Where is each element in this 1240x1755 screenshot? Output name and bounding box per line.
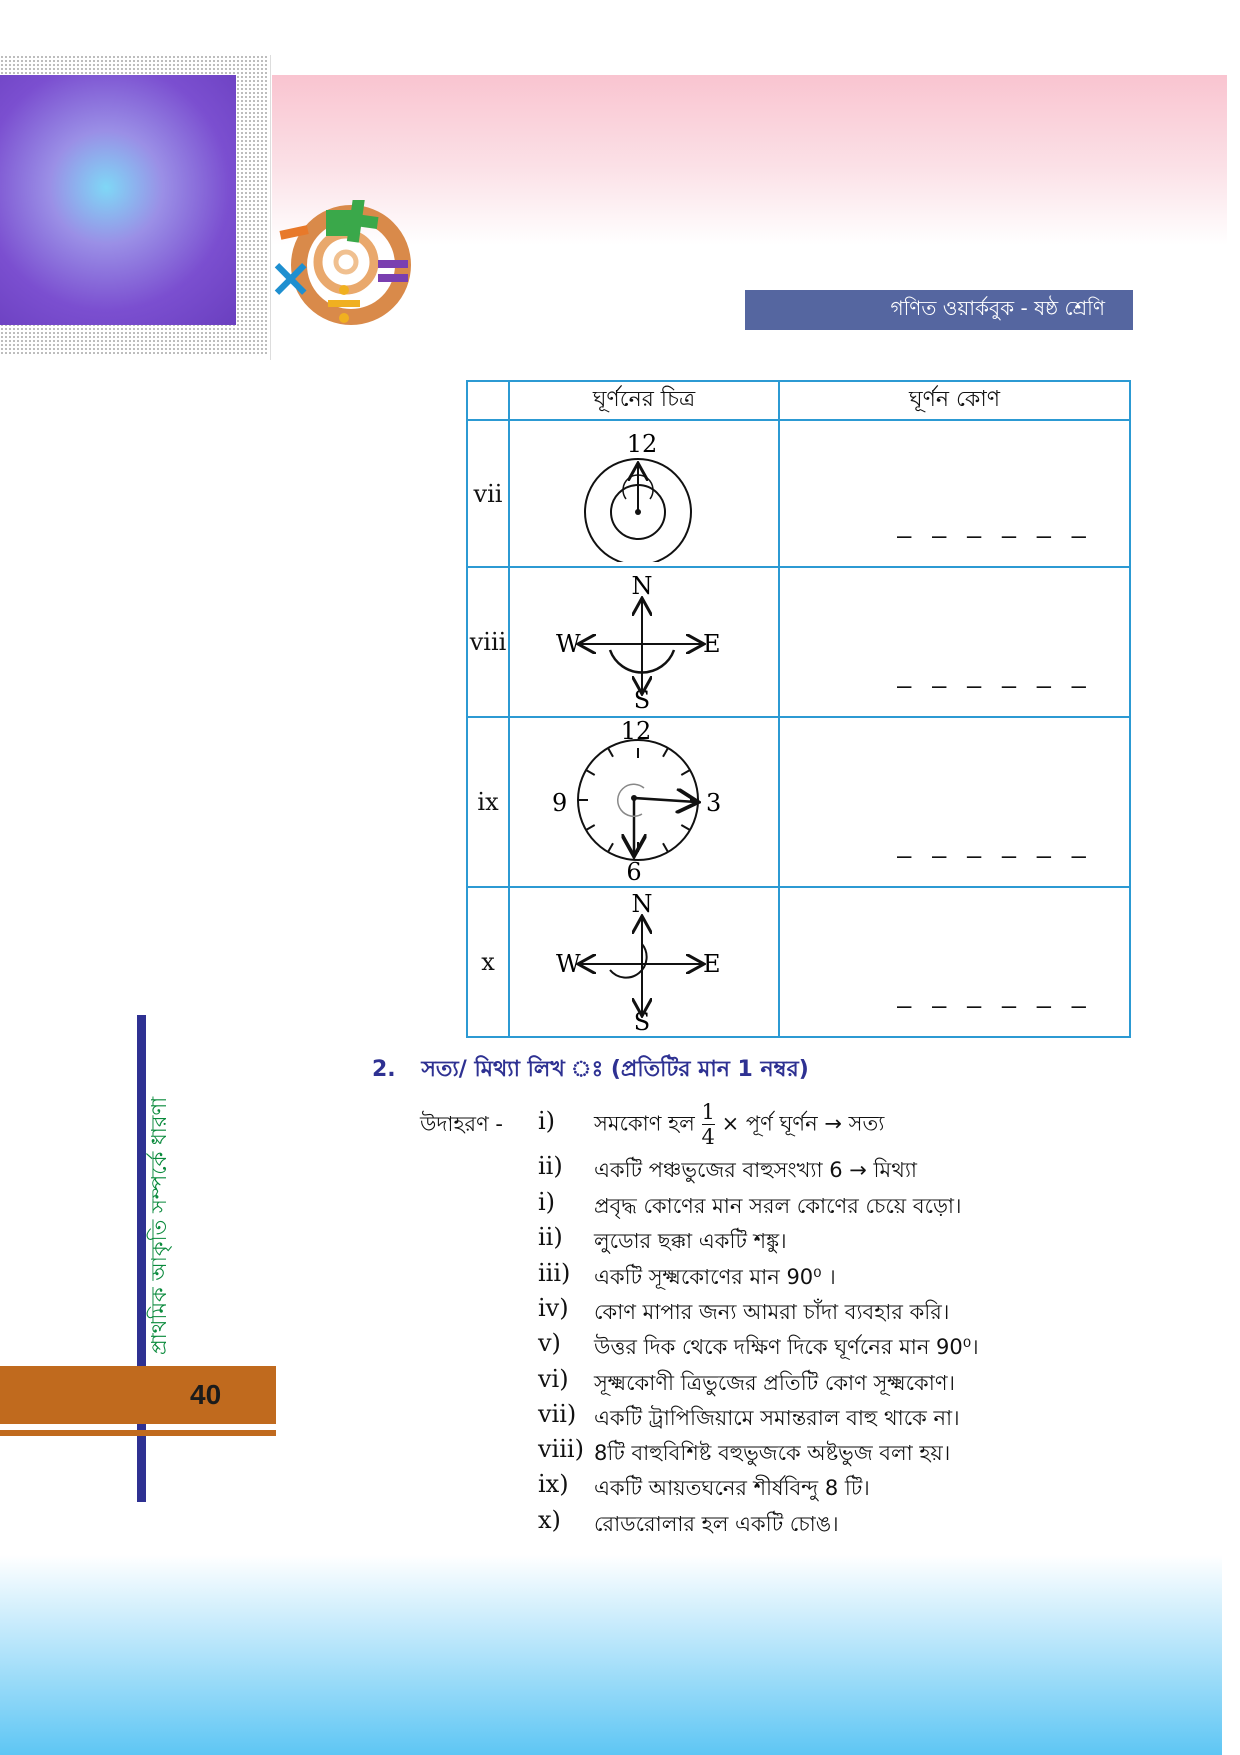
item-number: iii) [538,1258,571,1287]
clock-label-12: 12 [626,430,658,458]
compass-south-label: S [633,1008,651,1032]
compass-north-label: N [631,572,653,600]
item-text: লুডোর ছক্কা একটি শঙ্কু। [594,1229,787,1254]
item-number: ii) [538,1223,563,1252]
example-item [538,1100,1038,1150]
item-number: x) [538,1505,561,1534]
item-number: ii) [538,1152,563,1180]
math-symbols-logo-icon [266,200,416,340]
footer-blue-band [0,1555,1222,1755]
header-title-bar [745,290,1133,330]
item-text: একটি সূক্ষ্মকোণের মান 90⁰ । [594,1264,836,1289]
clock-tick [663,748,668,757]
example-text-after: × পূর্ণ ঘূর্ণন → সত্য [721,1111,885,1136]
item-text: প্রবৃদ্ধ কোণের মান সরল কোণের চেয়ে বড়ো। [594,1194,962,1218]
clock-tick [608,748,613,757]
item-number: v) [538,1329,561,1358]
list-item [538,1435,1058,1469]
item-text: একটি আয়তঘনের শীর্ষবিন্দু 8 টি। [594,1476,870,1501]
clock-number-3: 3 [706,789,722,817]
item-text: কোণ মাপার জন্য আমরা চাঁদা ব্যবহার করি। [594,1299,950,1324]
table-header-blank [467,381,509,420]
item-number: iv) [538,1293,569,1322]
compass-figure [510,568,778,712]
figure-cell [509,717,779,887]
item-number: i) [538,1188,556,1216]
fraction-denominator: 4 [701,1125,715,1149]
list-item [538,1365,1058,1399]
clock-tick [586,770,595,775]
compass-east-label: E [703,630,721,658]
list-item [538,1294,1058,1328]
question-title: সত্য/ মিথ্যা লিখ ঃ (প্রতিটির মান 1 নম্বর) [421,1057,809,1082]
clock-number-9: 9 [552,789,568,817]
table-header-figure: ঘূর্ণনের চিত্র [509,381,779,420]
figure-cell [509,887,779,1037]
item-text: একটি ট্রাপিজিয়ামে সমান্তরাল বাহু থাকে না। [594,1405,960,1430]
example-item [538,1152,1038,1186]
compass-west-label: W [556,950,581,978]
clock-number-6: 6 [626,858,642,882]
compass-west-label: W [556,630,581,658]
page-number: 40 [190,1379,222,1410]
answer-blank[interactable]: — — — — — — [897,672,1089,700]
row-label: x [467,887,509,1037]
clock-circle-figure [510,421,778,562]
compass-south-label: S [633,686,651,712]
list-item [538,1188,1058,1222]
table-row [467,420,1130,567]
list-item [538,1470,1058,1504]
answer-cell [779,420,1130,567]
answer-cell [779,717,1130,887]
item-text: সূক্ষ্মকোণী ত্রিভুজের প্রতিটি কোণ সূক্ষ্মকোণ। [594,1370,956,1395]
workbook-title: গণিত ওয়ার্কবুক - ষষ্ঠ শ্রেণি [890,295,1105,320]
item-number: vi) [538,1364,569,1393]
answer-blank[interactable]: — — — — — — [897,842,1089,870]
table-row [467,567,1130,717]
question-number: 2. [372,1057,396,1082]
item-number: viii) [538,1435,584,1464]
item-text: 8টি বাহুবিশিষ্ট বহুভুজকে অষ্টভুজ বলা হয়। [594,1441,951,1466]
answer-cell [779,887,1130,1037]
question-2-heading [372,1052,809,1089]
item-number: ix) [538,1470,569,1499]
answer-blank[interactable]: — — — — — — [897,992,1089,1020]
compass-north-label: N [631,890,653,918]
rotation-table [466,380,1131,1038]
chapter-title: প্রাথমিক আকৃতি সম্পর্কে ধারণা [147,1096,171,1355]
clock-tick [681,825,690,830]
item-text [594,1100,884,1149]
purple-gradient-square [0,75,236,325]
list-item [538,1329,1058,1363]
clock-face-figure [510,718,778,882]
list-item [538,1259,1058,1293]
clock-tick [681,770,690,775]
item-text: উত্তর দিক থেকে দক্ষিণ দিকে ঘূর্ণনের মান 90⁰। [594,1335,979,1360]
clock-tick [608,843,613,852]
table-row [467,887,1130,1037]
item-number: vii) [538,1399,577,1428]
rotation-arc [618,784,644,816]
item-text: একটি পঞ্চভুজের বাহুসংখ্যা 6 → মিথ্যা [594,1158,917,1182]
page-number-bar [0,1366,276,1424]
table-header-row [467,381,1130,420]
page-number-underline [0,1430,276,1436]
hour-hand-arrow [634,798,696,802]
list-item [538,1400,1058,1434]
clock-number-12: 12 [620,718,652,745]
fraction-numerator: 1 [701,1100,715,1124]
answer-cell [779,567,1130,717]
compass-east-label: E [703,950,721,978]
example-text-before: সমকোণ হল [594,1111,695,1136]
clock-tick [663,843,668,852]
item-text: রোডরোলার হল একটি চোঙ। [594,1511,839,1536]
clock-tick [586,825,595,830]
table-header-angle: ঘূর্ণন কোণ [779,381,1130,420]
fraction [702,1100,715,1149]
row-label: ix [467,717,509,887]
table-row [467,717,1130,887]
list-item [538,1506,1058,1540]
figure-cell [509,420,779,567]
example-label: উদাহরণ - [420,1112,504,1136]
compass-figure [510,888,778,1032]
svg-text:×: × [268,246,314,309]
item-number: i) [538,1107,556,1135]
answer-blank[interactable]: — — — — — — [897,522,1089,550]
row-label: vii [467,420,509,567]
list-item [538,1223,1058,1257]
center-dot [631,795,637,801]
row-label: viii [467,567,509,717]
figure-cell [509,567,779,717]
